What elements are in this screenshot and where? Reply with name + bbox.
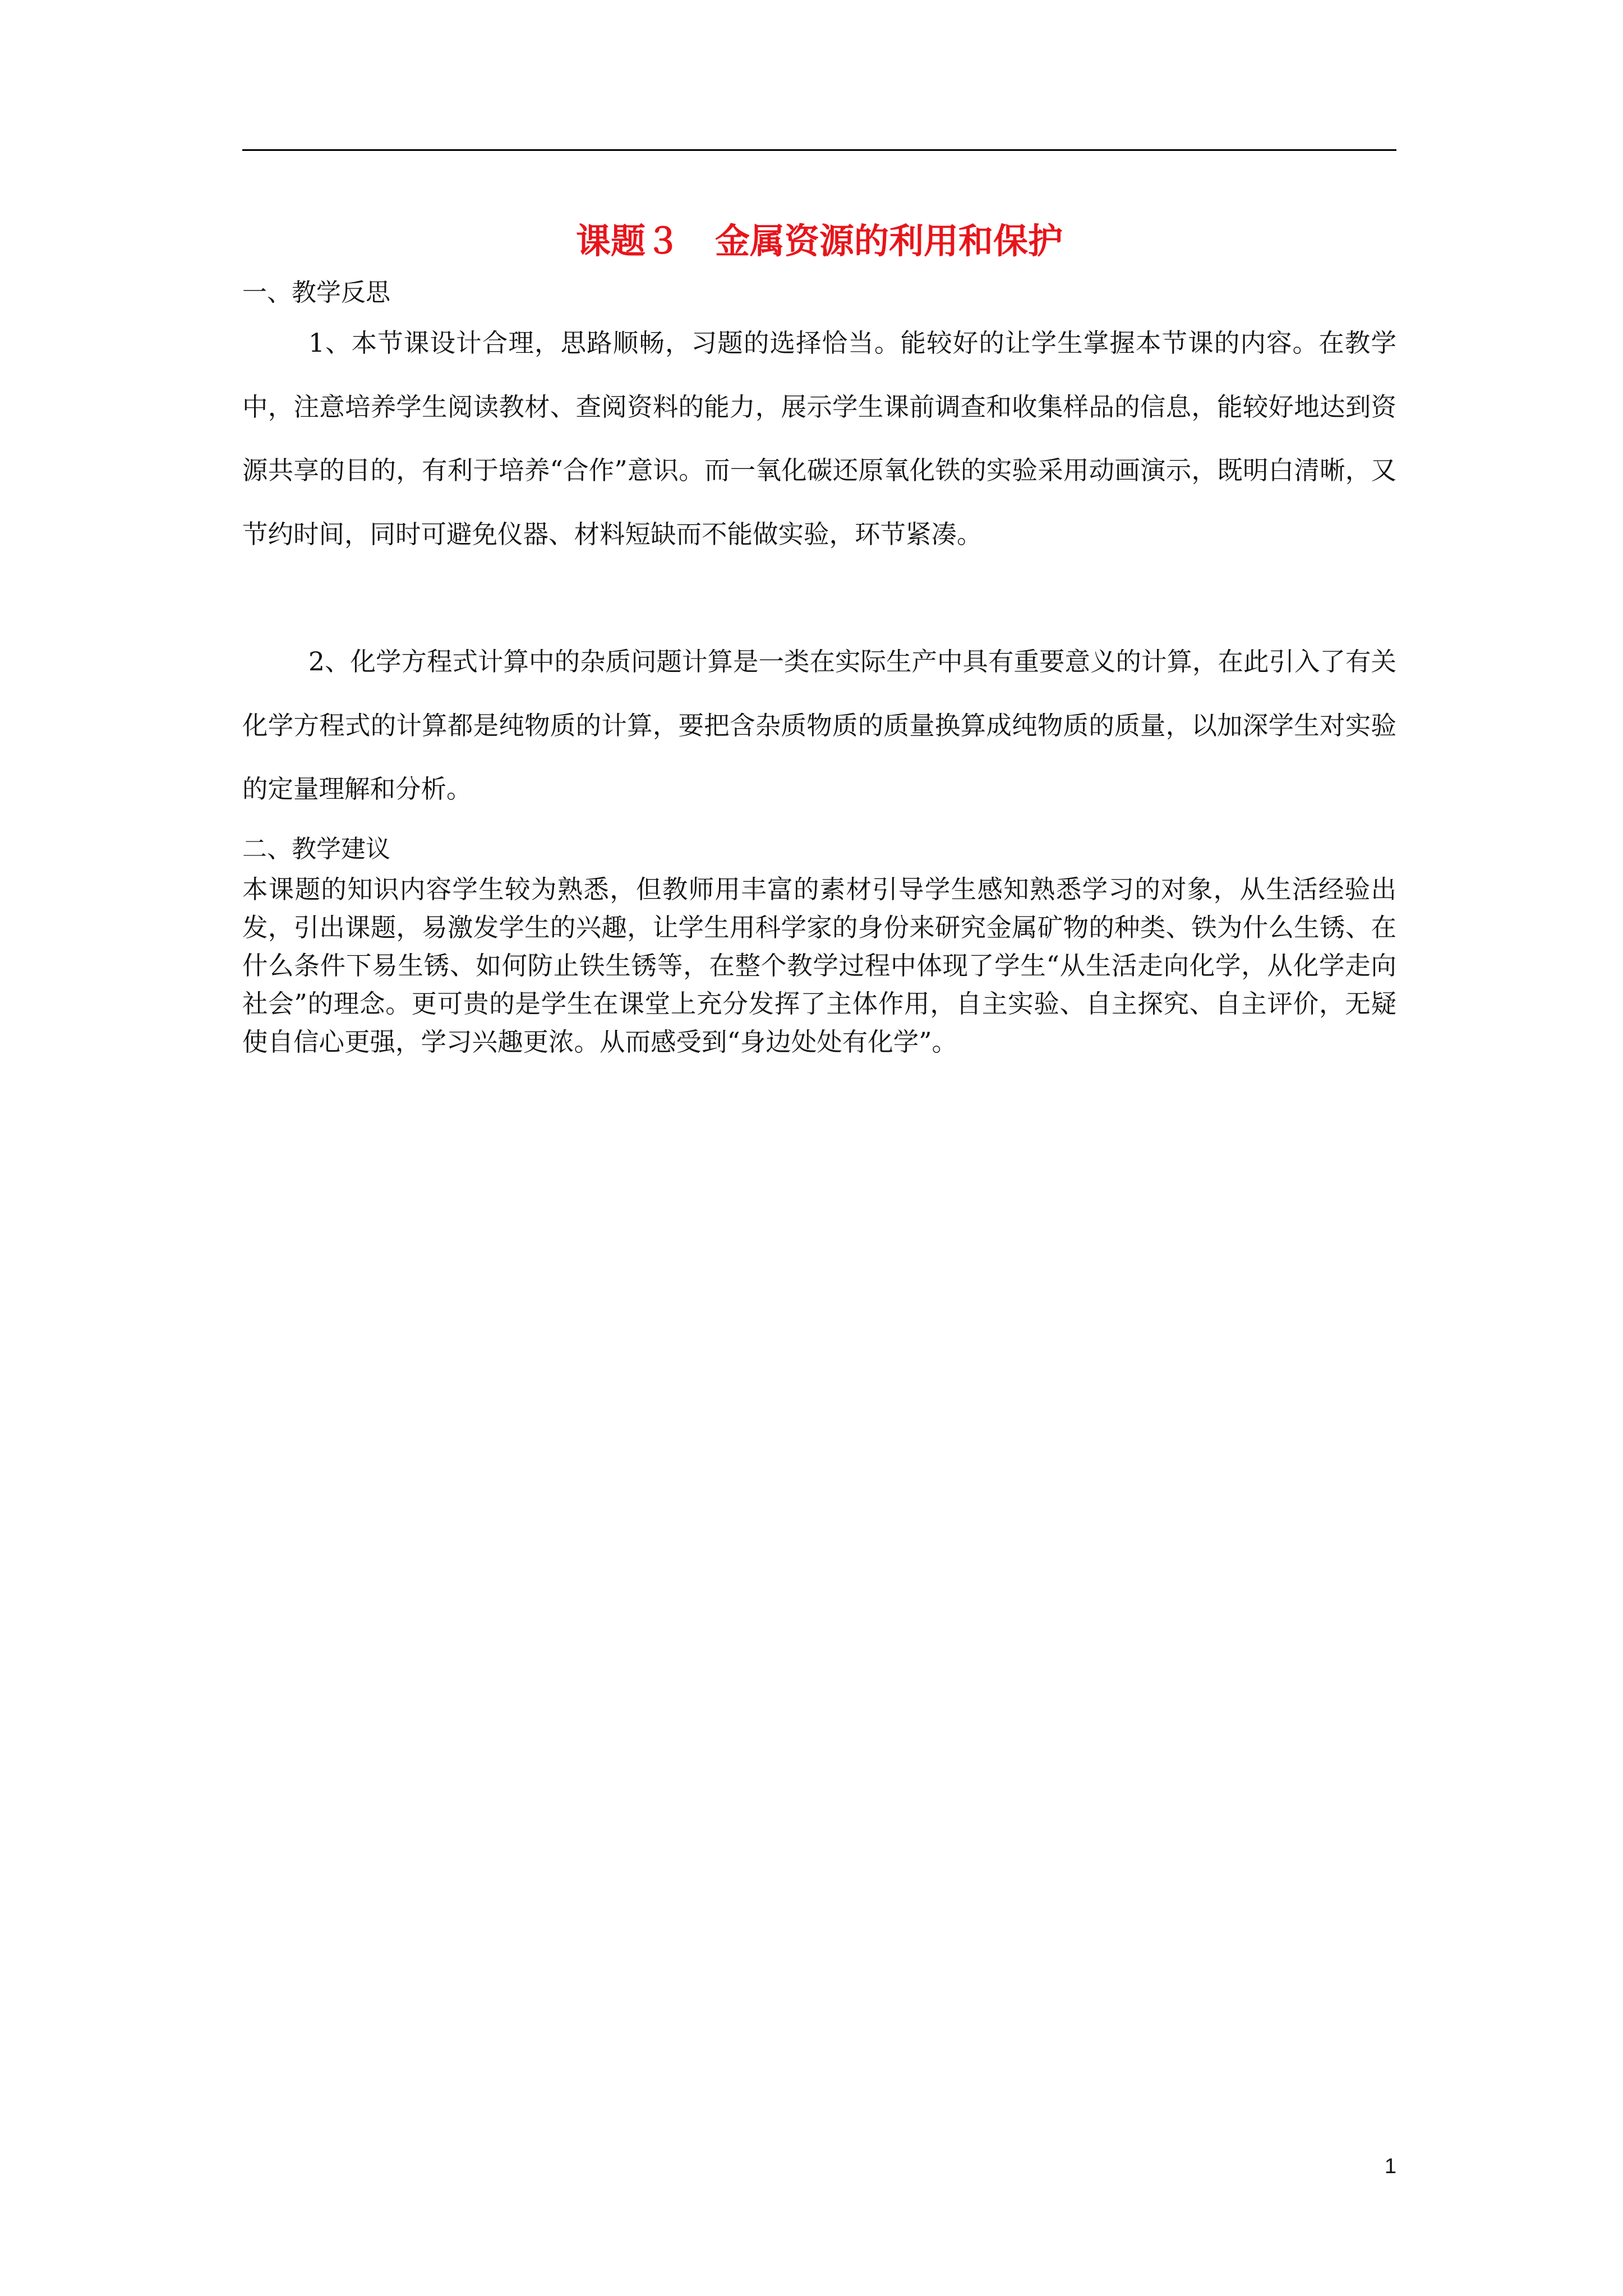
page-title: 课题３ 金属资源的利用和保护 <box>575 220 1063 261</box>
section-heading-suggestions: 二、教学建议 <box>242 835 390 863</box>
reflection-paragraph-2: 2、化学方程式计算中的杂质问题计算是一类在实际生产中具有重要意义的计算，在此引入了有关化学方程式的计算都是纯物质的计算，要把含杂质物质的质量换算成纯物质的质量，以加深学生对实验的定量理解和分析。 <box>242 647 1396 804</box>
page-number: 1 <box>1384 2155 1396 2178</box>
section-heading-reflection: 一、教学反思 <box>242 278 390 307</box>
header-rule <box>242 149 1396 151</box>
suggestions-paragraph: 本课题的知识内容学生较为熟悉，但教师用丰富的素材引导学生感知熟悉学习的对象，从生活经验出发，引出课题，易激发学生的兴趣，让学生用科学家的身份来研究金属矿物的种类、铁为什么生锈、在什么条件下易生锈、如何防止铁生锈等，在整个教学过程中体现了学生“从生活走向化学，从化学走向社会”的理念。更可贵的是学生在课堂上充分发挥了主体作用，自主实验、自主探究、自主评价，无疑使自信心更强，学习兴趣更浓。从而感受到“身边处处有化学”。 <box>242 875 1396 1057</box>
reflection-paragraph-1: 1、本节课设计合理，思路顺畅，习题的选择恰当。能较好的让学生掌握本节课的内容。在教学中，注意培养学生阅读教材、查阅资料的能力，展示学生课前调查和收集样品的信息，能较好地达到资源共享的目的，有利于培养“合作”意识。而一氧化碳还原氧化铁的实验采用动画演示，既明白清晰，又节约时间，同时可避免仪器、材料短缺而不能做实验，环节紧凑。 <box>242 328 1396 549</box>
